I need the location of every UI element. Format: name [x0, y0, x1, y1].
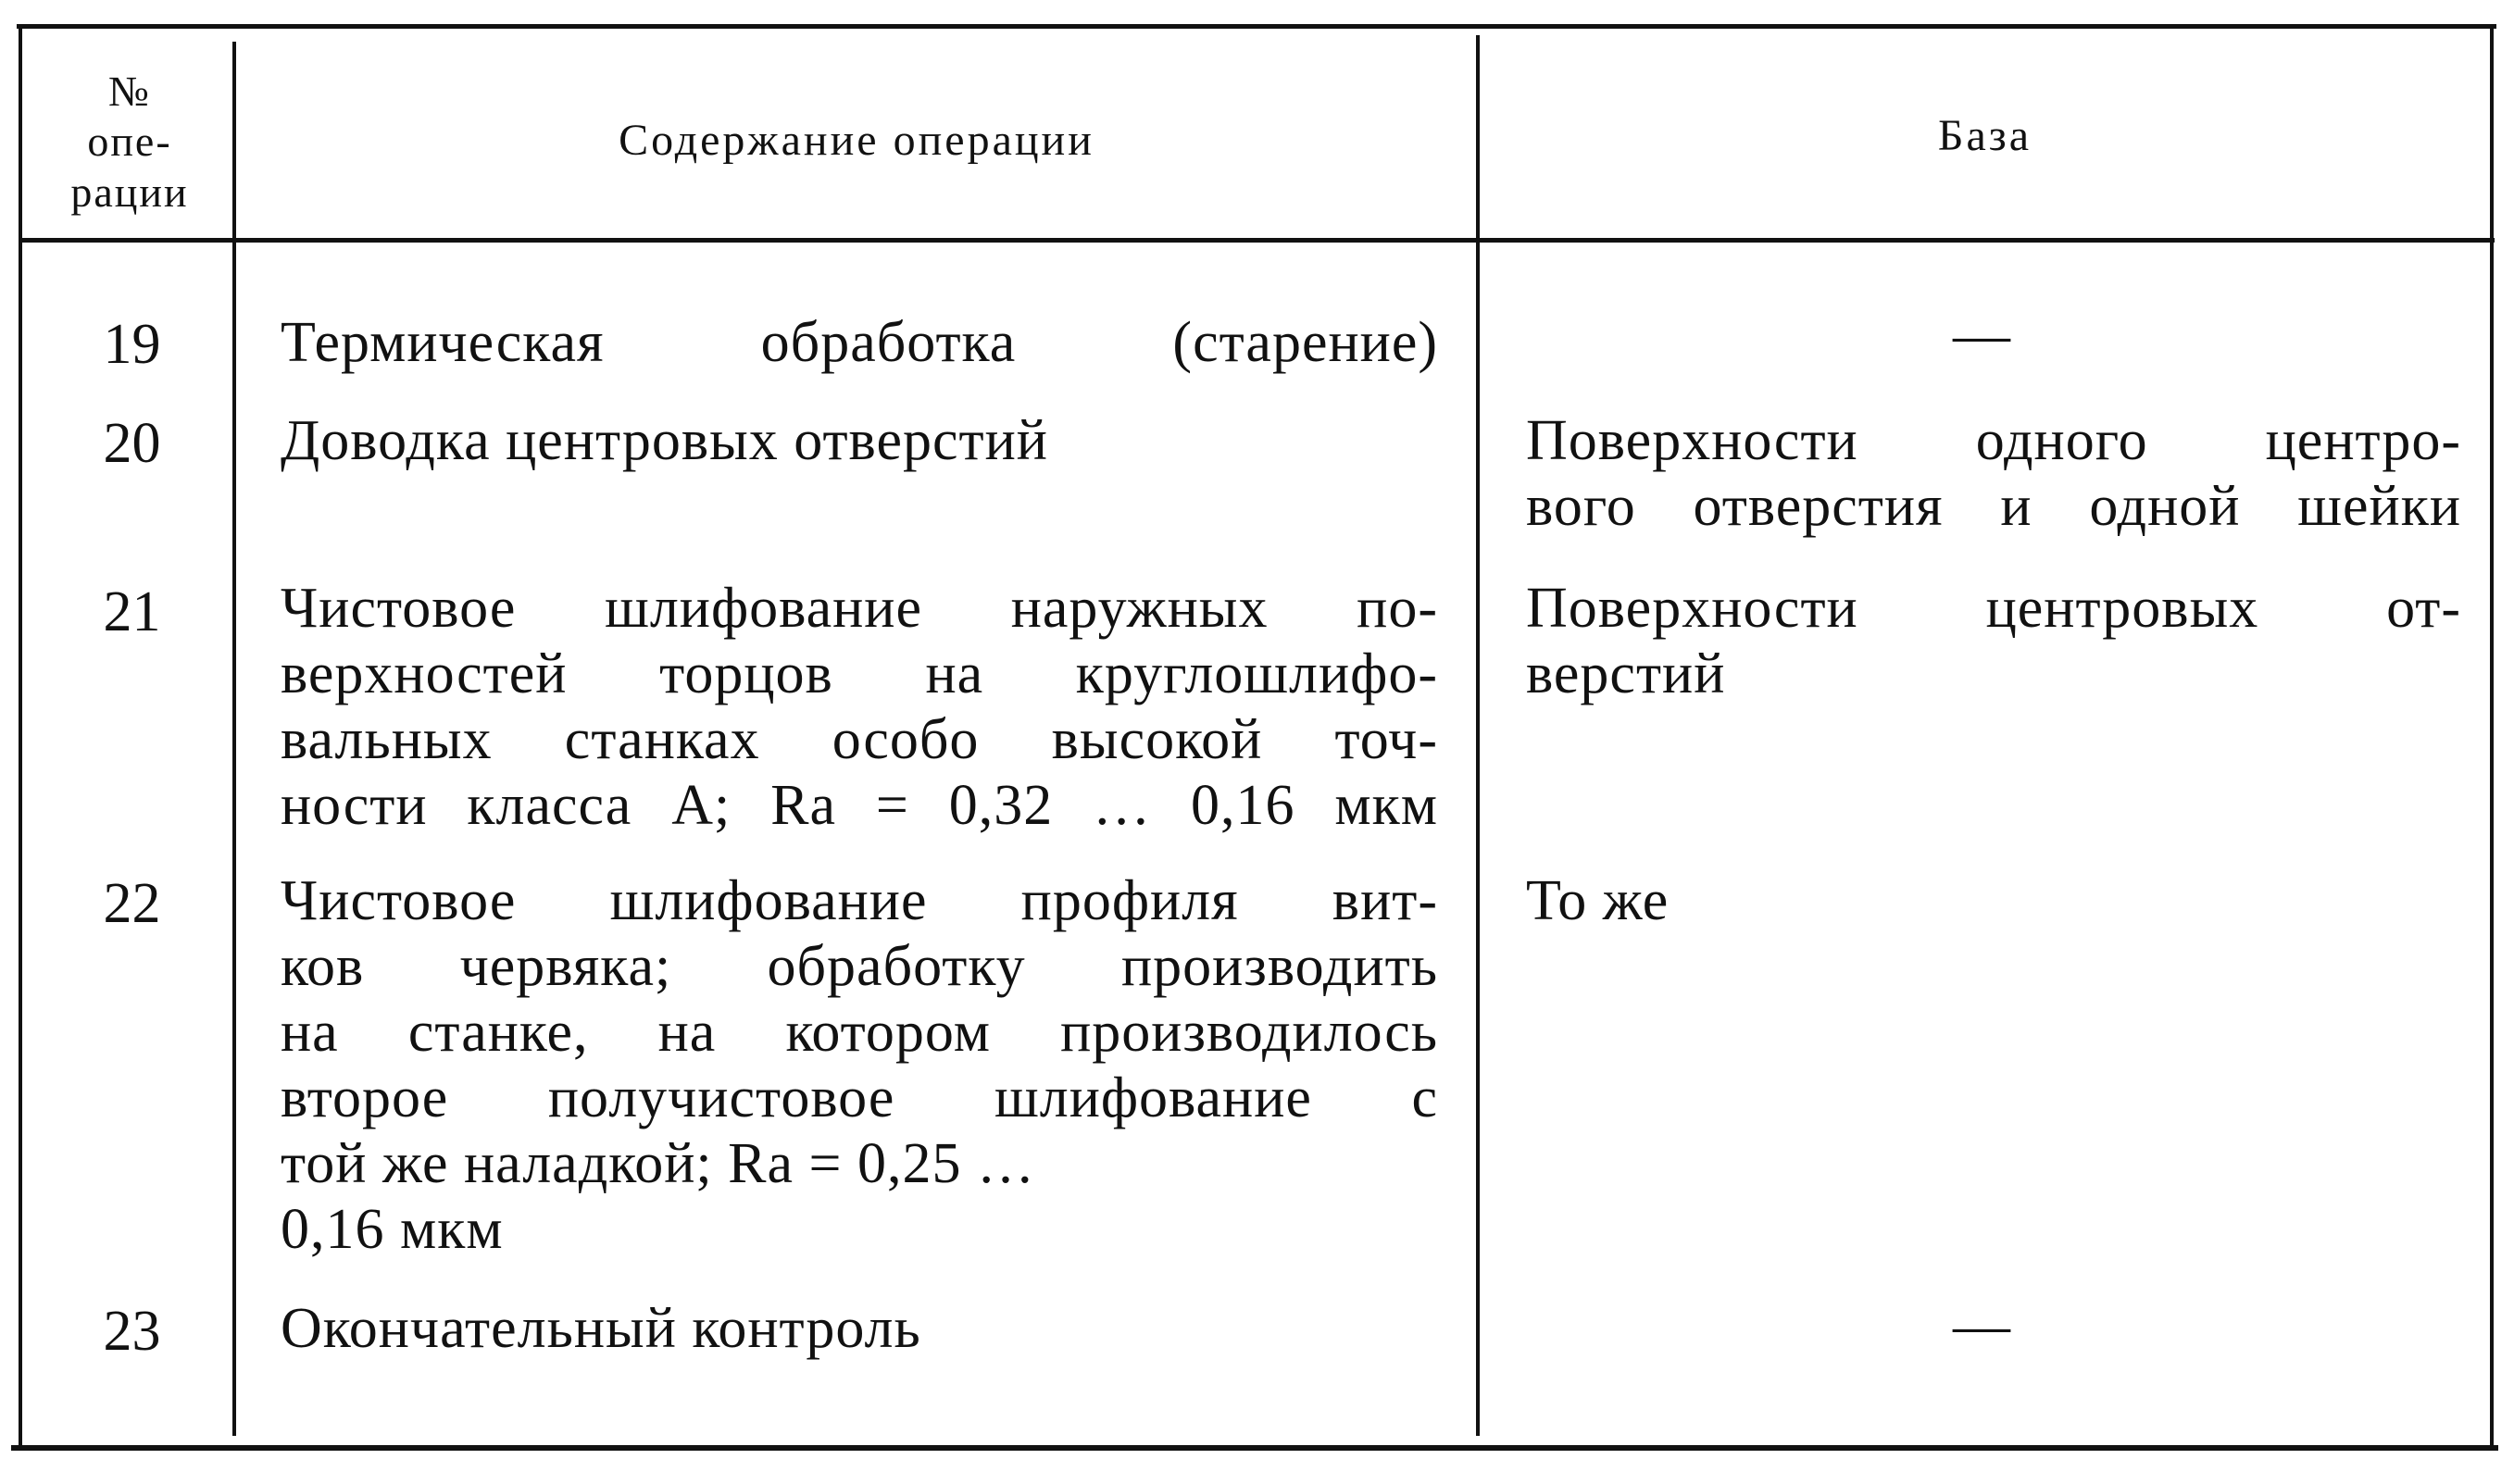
row-23-base-dash: —	[1953, 1294, 2010, 1357]
row-23-content-line: Окончательный контроль	[281, 1297, 921, 1360]
row-19-content-line: Термическая обработка (старение)	[281, 311, 1438, 374]
header-number-line-2: опе-	[87, 118, 172, 166]
table-top-rule	[17, 24, 2496, 29]
header-operation-content: Содержание операции	[619, 116, 1094, 165]
row-21-base-line-2: верстий	[1526, 642, 1726, 705]
header-operation-number	[28, 67, 231, 218]
header-bottom-rule	[20, 238, 2495, 243]
row-23-content	[281, 1296, 1438, 1362]
row-21-content	[281, 576, 1438, 839]
row-19-content	[281, 310, 1438, 376]
row-21-base-line-1: Поверхности центровых от-	[1526, 577, 2461, 640]
row-20-base-line-2: вого отверстия и одной шейки	[1526, 475, 2461, 538]
row-19-number: 19	[103, 313, 161, 376]
table-bottom-rule	[11, 1445, 2498, 1451]
row-20-number: 20	[103, 412, 161, 475]
header-base: База	[1937, 111, 2032, 160]
column-divider-1	[232, 42, 236, 1436]
row-21-content-line-4: ности класса А; Ra = 0,32 … 0,16 мкм	[281, 774, 1438, 837]
row-21-content-line-3: вальных станках особо высокой точ-	[281, 708, 1438, 771]
row-19-base-dash: —	[1953, 304, 2010, 367]
table-right-border	[2490, 24, 2494, 1450]
table-left-border	[19, 26, 22, 1448]
row-21-content-line-1: Чистовое шлифование наружных по-	[281, 577, 1438, 640]
header-number-line-3: рации	[70, 168, 189, 216]
row-21-base	[1526, 576, 2461, 707]
row-23-number: 23	[103, 1300, 161, 1363]
row-21-number: 21	[103, 580, 161, 643]
row-22-content-line-5: той же наладкой; Ra = 0,25 …	[281, 1132, 1035, 1195]
row-22-base-line: То же	[1526, 869, 1670, 932]
row-22-base	[1526, 868, 2461, 934]
column-divider-2	[1476, 35, 1480, 1436]
row-21-content-line-2: верхностей торцов на круглошлифо-	[281, 642, 1438, 705]
row-22-content-line-3: на станке, на котором производилось	[281, 1001, 1438, 1064]
row-20-content	[281, 408, 1438, 474]
row-20-base	[1526, 408, 2461, 540]
row-22-content-line-4: второе получистовое шлифование с	[281, 1066, 1438, 1129]
row-22-content-line-6: 0,16 мкм	[281, 1198, 504, 1261]
row-20-content-line: Доводка центровых отверстий	[281, 409, 1048, 472]
row-22-content-line-1: Чистовое шлифование профиля вит-	[281, 869, 1438, 932]
row-22-content-line-2: ков червяка; обработку производить	[281, 935, 1438, 998]
row-20-base-line-1: Поверхности одного центро-	[1526, 409, 2461, 472]
row-22-content	[281, 868, 1438, 1263]
row-22-number: 22	[103, 872, 161, 935]
header-number-line-1: №	[108, 68, 151, 115]
